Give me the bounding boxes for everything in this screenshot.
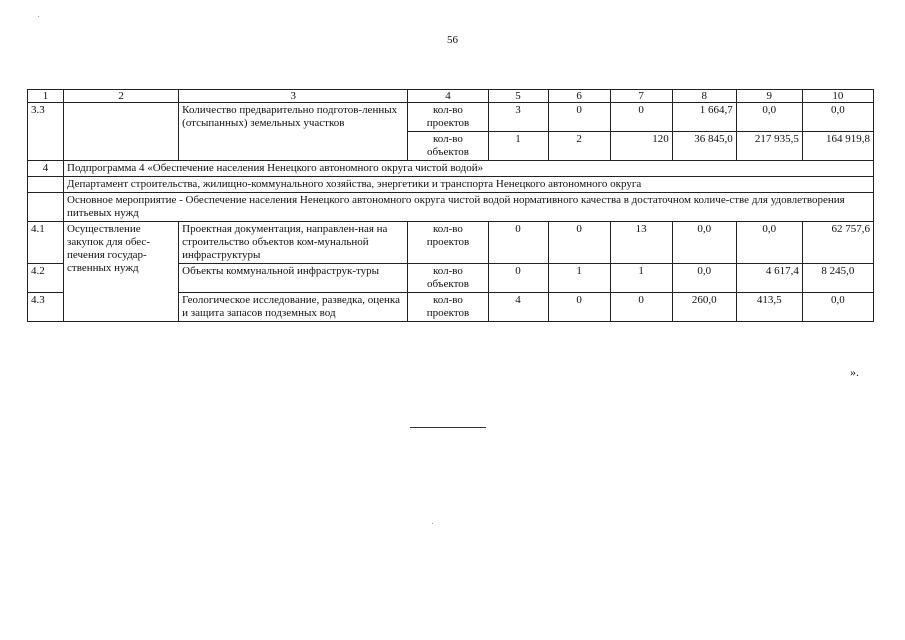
closing-quote-mark: ».: [850, 365, 859, 379]
indicator-name: Количество предварительно подготов-ленных (отсыпанных) земельных участков: [179, 103, 408, 161]
header-cell: 6: [548, 90, 610, 103]
header-cell: 4: [408, 90, 488, 103]
procurement-cell: Осуществление закупок для обес-печения государ-ственных нужд: [64, 222, 179, 322]
value-cell: 2: [548, 132, 610, 161]
value-cell: 217 935,5: [736, 132, 802, 161]
value-cell: 120: [610, 132, 672, 161]
header-cell: 9: [736, 90, 802, 103]
row-number: 4.1: [28, 222, 64, 264]
value-cell: 0,0: [672, 222, 736, 264]
scan-speck: [38, 16, 39, 17]
header-cell: 2: [64, 90, 179, 103]
value-cell: 413,5: [736, 293, 802, 322]
table-row-4-1: [28, 222, 874, 264]
indicator-name: Проектная документация, направлен-ная на строительство объектов ком-мунальной инфраструктуры: [179, 222, 408, 264]
row-number: 4.3: [28, 293, 64, 322]
value-cell: 1: [610, 264, 672, 293]
value-cell: 0,0: [736, 103, 802, 132]
unit-cell: кол-во проектов: [408, 222, 488, 264]
value-cell: 0: [610, 103, 672, 132]
value-cell: 0: [488, 222, 548, 264]
unit-cell: кол-во объектов: [408, 132, 488, 161]
value-cell: 1 664,7: [672, 103, 736, 132]
value-cell: 62 757,6: [802, 222, 873, 264]
header-row: [28, 90, 874, 103]
table-row-3-3a: [28, 103, 874, 132]
value-cell: 0: [548, 222, 610, 264]
unit-cell: кол-во проектов: [408, 293, 488, 322]
value-cell: 1: [548, 264, 610, 293]
value-cell: 260,0: [672, 293, 736, 322]
unit-cell: кол-во объектов: [408, 264, 488, 293]
value-cell: 8 245,0: [802, 264, 873, 293]
department-name: Департамент строительства, жилищно-коммунального хозяйства, энергетики и транспорта Ненецкого автономного округа: [64, 177, 874, 193]
value-cell: 1: [488, 132, 548, 161]
header-cell: 1: [28, 90, 64, 103]
data-table: [27, 89, 874, 322]
header-cell: 3: [179, 90, 408, 103]
value-cell: 164 919,8: [802, 132, 873, 161]
value-cell: 0,0: [736, 222, 802, 264]
header-cell: 7: [610, 90, 672, 103]
value-cell: 0: [488, 264, 548, 293]
row-number: 4: [28, 161, 64, 177]
page-number: 56: [447, 34, 458, 46]
value-cell: 0: [548, 103, 610, 132]
row-number: 4.2: [28, 264, 64, 293]
header-cell: 5: [488, 90, 548, 103]
value-cell: 0,0: [802, 103, 873, 132]
header-cell: 8: [672, 90, 736, 103]
main-event-text: Основное мероприятие - Обеспечение населения Ненецкого автономного округа чистой водой нормативного качества в достаточном количе-стве для удовлетворения питьевых нужд: [64, 193, 874, 222]
subprogram-title: Подпрограмма 4 «Обеспечение населения Ненецкого автономного округа чистой водой»: [64, 161, 874, 177]
row-number: [28, 193, 64, 222]
row-number: [28, 177, 64, 193]
value-cell: 0: [548, 293, 610, 322]
value-cell: 3: [488, 103, 548, 132]
value-cell: 4: [488, 293, 548, 322]
value-cell: 0,0: [802, 293, 873, 322]
main-event-row: [28, 193, 874, 222]
value-cell: 0: [610, 293, 672, 322]
value-cell: 4 617,4: [736, 264, 802, 293]
row-number: 3.3: [28, 103, 64, 161]
value-cell: 0,0: [672, 264, 736, 293]
event-cell: [64, 103, 179, 161]
indicator-name: Геологическое исследование, разведка, оценка и защита запасов подземных вод: [179, 293, 408, 322]
header-cell: 10: [802, 90, 873, 103]
indicator-name: Объекты коммунальной инфраструк-туры: [179, 264, 408, 293]
value-cell: 13: [610, 222, 672, 264]
unit-cell: кол-во проектов: [408, 103, 488, 132]
department-row: [28, 177, 874, 193]
end-divider-line: [410, 427, 486, 428]
scan-speck: [432, 523, 433, 524]
table-row-4: [28, 161, 874, 177]
value-cell: 36 845,0: [672, 132, 736, 161]
